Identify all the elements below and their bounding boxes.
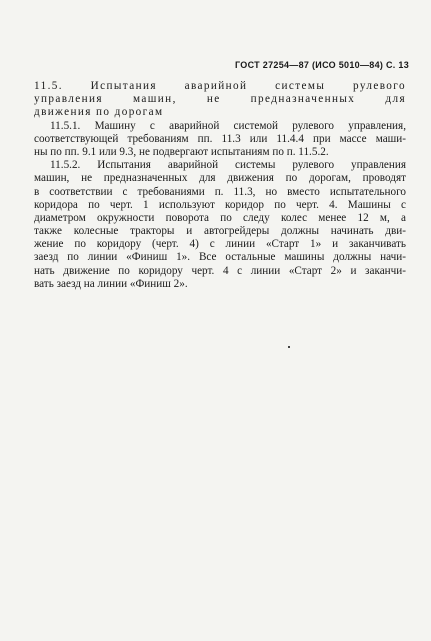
paragraph-line: 11.5.2. Испытания аварийной системы рулевого управления (50, 159, 406, 172)
paragraph-line: также колесные тракторы и автогрейдеры должны начинать дви- (34, 225, 406, 238)
paragraph-line: заезд по линии «Финиш 1». Все остальные машины должны начи- (34, 251, 406, 264)
scan-speck (288, 346, 290, 348)
section-heading-line: управления машин, не предназначенных для (34, 93, 406, 106)
paragraph-line: диаметром окружности поворота по следу колес менее 12 м, а (34, 211, 406, 224)
paragraph-line: 11.5.1. Машину с аварийной системой рулевого управления, (50, 119, 406, 132)
paragraph-line: машин, не предназначенных для движения по дорогам, проводят (34, 172, 406, 185)
paragraph-11-5-1 (34, 120, 406, 160)
section-heading-11-5 (34, 80, 406, 120)
paragraph-line: коридора по черт. 1 используют коридор по черт. 4. Машины с (34, 198, 406, 211)
document-body (34, 80, 406, 291)
section-heading-line: 11.5. Испытания аварийной системы рулевого (34, 80, 406, 92)
section-heading-line: движения по дорогам (34, 106, 164, 119)
paragraph-line: жение по коридору (черт. 4) с линии «Старт 1» и заканчивать (34, 238, 406, 251)
paragraph-line: соответствующей требованиям пп. 11.3 или 11.4.4 при массе маши- (34, 132, 406, 145)
paragraph-line: ны по пп. 9.1 или 9.3, не подвергают испытаниям по п. 11.5.2. (34, 145, 329, 158)
page-header: ГОСТ 27254—87 (ИСО 5010—84) С. 13 (235, 60, 409, 70)
paragraph-11-5-2 (34, 159, 406, 291)
paragraph-line: нать движение по коридору черт. 4 с линии «Старт 2» и заканчи- (34, 264, 406, 277)
paragraph-line: в соответствии с требованиями п. 11.3, но вместо испытательного (34, 185, 406, 198)
paragraph-line: вать заезд на линии «Финиш 2». (34, 277, 188, 290)
